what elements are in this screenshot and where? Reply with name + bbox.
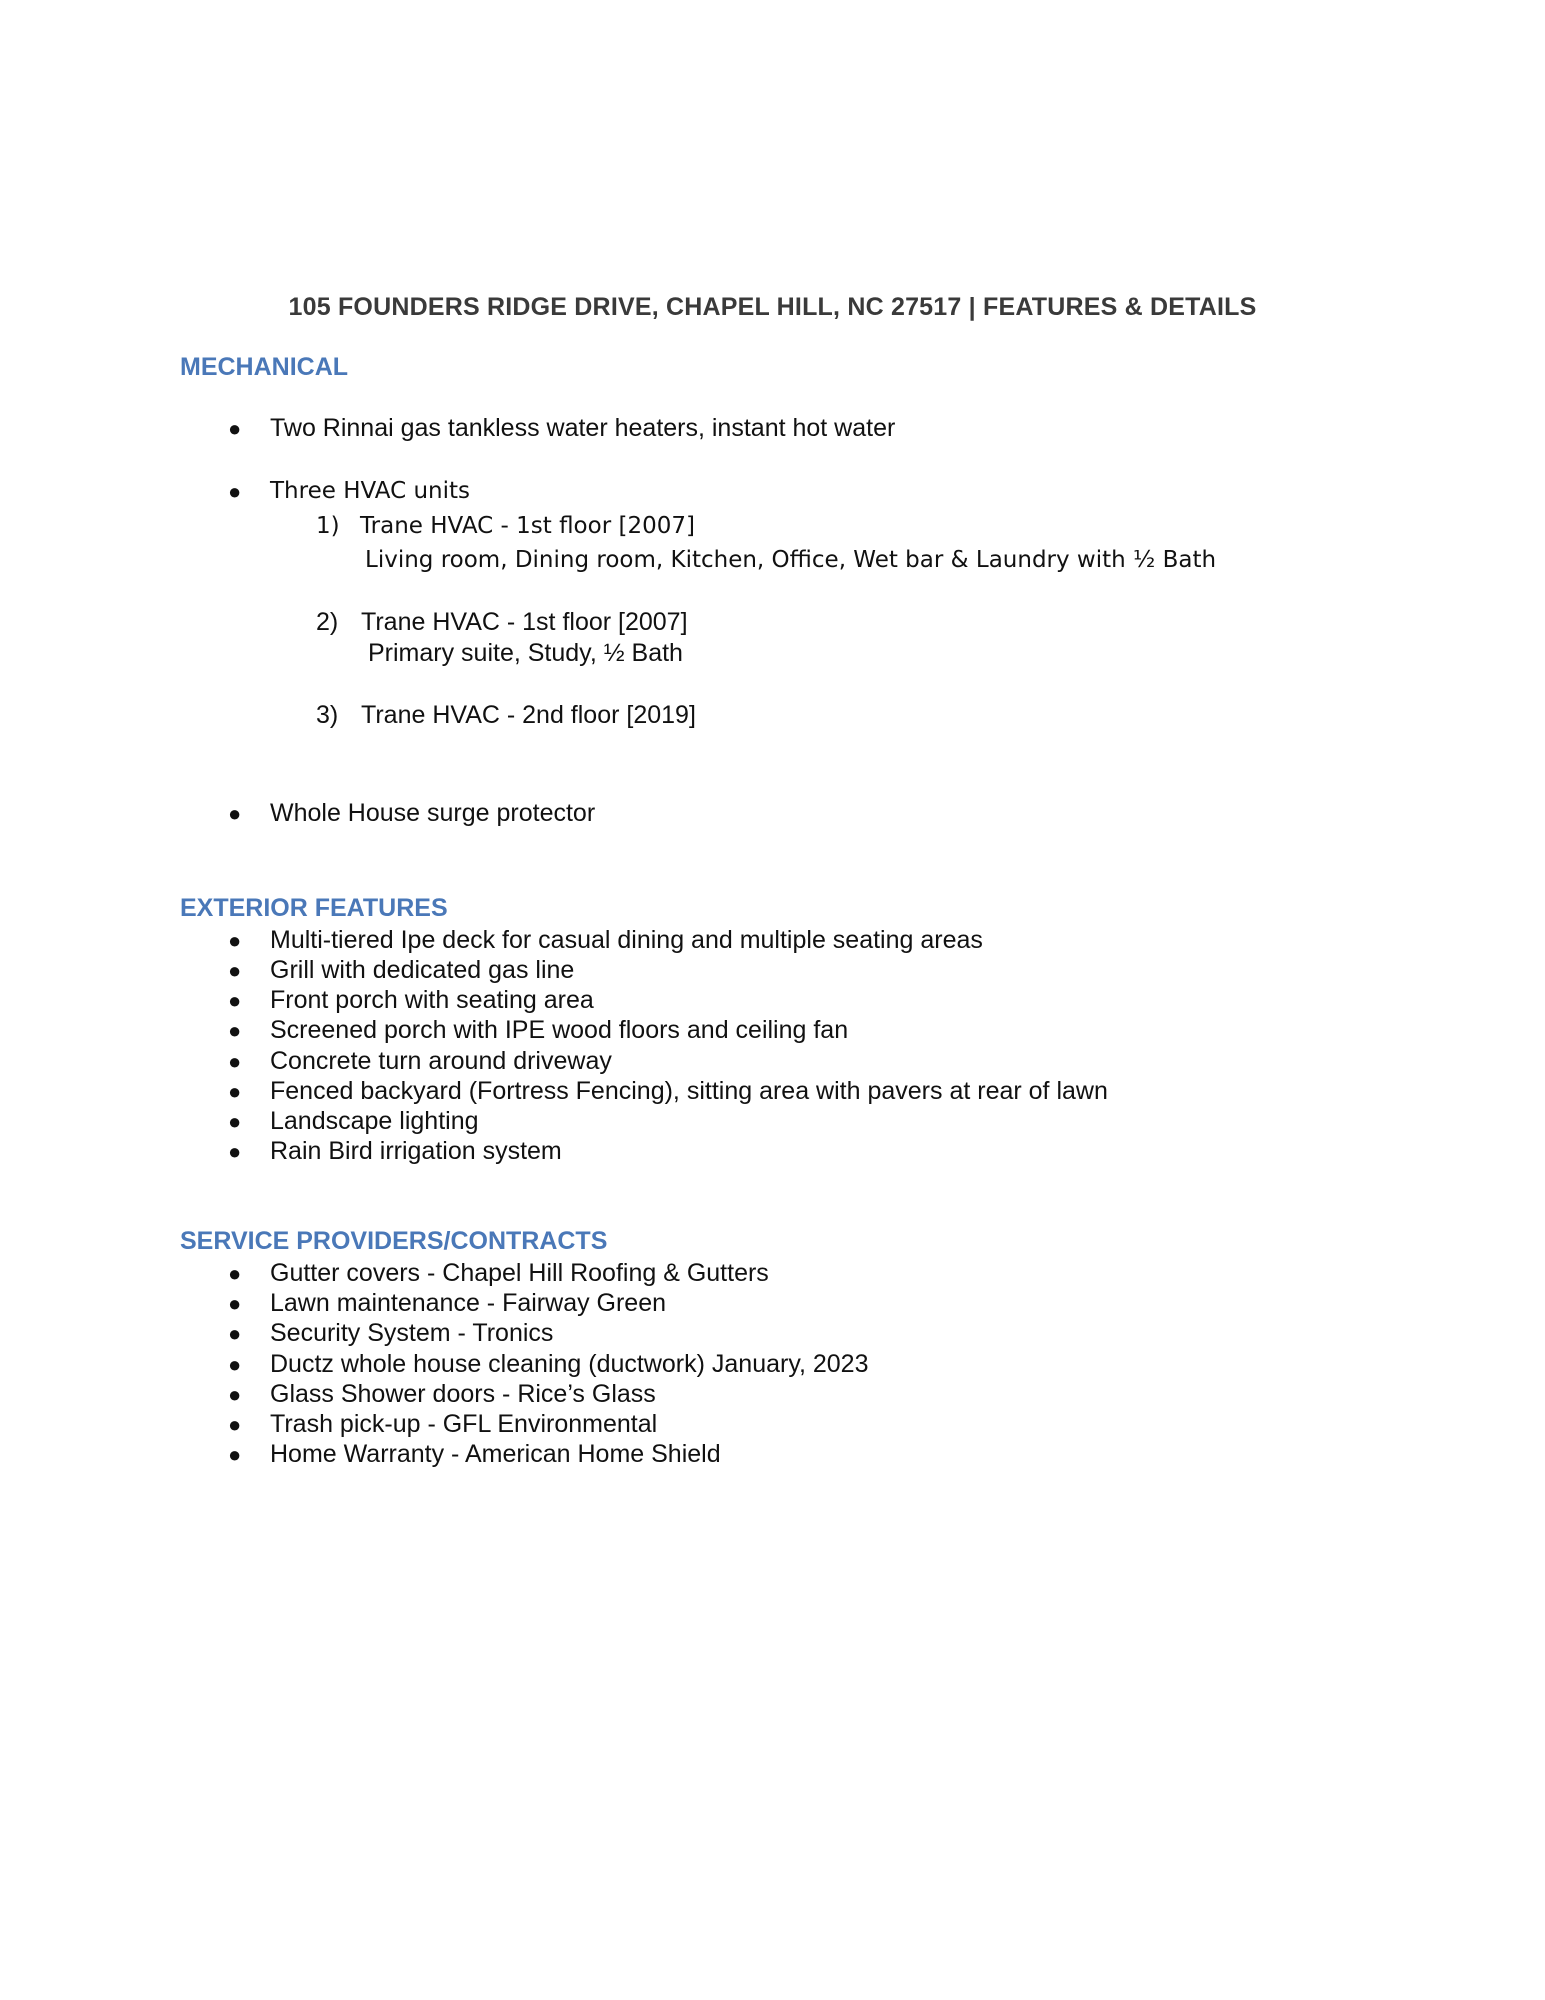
hvac-number: 3) <box>316 701 339 729</box>
list-item: Grill with dedicated gas line <box>270 956 575 984</box>
list-item: Rain Bird irrigation system <box>270 1137 562 1165</box>
list-item: Two Rinnai gas tankless water heaters, instant hot water <box>270 414 896 442</box>
bullet-icon: ● <box>228 1321 242 1346</box>
list-item: Ductz whole house cleaning (ductwork) January, 2023 <box>270 1350 869 1378</box>
bullet-icon: ● <box>228 928 242 953</box>
bullet-icon: ● <box>228 1109 242 1134</box>
hvac-line: Trane HVAC - 1st floor [2007] <box>360 513 695 539</box>
bullet-icon: ● <box>228 1352 242 1377</box>
list-item: Home Warranty - American Home Shield <box>270 1440 721 1468</box>
bullet-icon: ● <box>228 1079 242 1104</box>
hvac-number: 2) <box>316 608 339 636</box>
list-item: Trash pick-up - GFL Environmental <box>270 1410 658 1438</box>
bullet-icon: ● <box>228 801 242 826</box>
bullet-icon: ● <box>228 416 242 441</box>
list-item: Whole House surge protector <box>270 799 596 827</box>
list-item: Fenced backyard (Fortress Fencing), sitting area with pavers at rear of lawn <box>270 1077 1108 1105</box>
list-item: Screened porch with IPE wood floors and ceiling fan <box>270 1016 849 1044</box>
bullet-icon: ● <box>228 1291 242 1316</box>
hvac-line: Trane HVAC - 1st floor [2007] <box>361 608 688 636</box>
hvac-detail: Primary suite, Study, ½ Bath <box>368 639 683 667</box>
hvac-number: 1) <box>316 513 340 539</box>
section-heading-services: SERVICE PROVIDERS/CONTRACTS <box>180 1227 608 1255</box>
section-heading-exterior: EXTERIOR FEATURES <box>180 894 448 922</box>
bullet-icon: ● <box>228 1018 242 1043</box>
page-title: 105 FOUNDERS RIDGE DRIVE, CHAPEL HILL, NC 27517 | FEATURES & DETAILS <box>288 293 1257 321</box>
list-item: Gutter covers - Chapel Hill Roofing & Gutters <box>270 1259 769 1287</box>
hvac-detail: Living room, Dining room, Kitchen, Office, Wet bar & Laundry with ½ Bath <box>365 547 1217 573</box>
list-item: Front porch with seating area <box>270 986 594 1014</box>
section-heading-mechanical: MECHANICAL <box>180 353 349 381</box>
bullet-icon: ● <box>228 988 242 1013</box>
bullet-icon: ● <box>228 958 242 983</box>
bullet-icon: ● <box>228 1049 242 1074</box>
bullet-icon: ● <box>228 1412 242 1437</box>
list-item: Three HVAC units <box>270 478 470 504</box>
list-item: Landscape lighting <box>270 1107 479 1135</box>
bullet-icon: ● <box>228 1261 242 1286</box>
hvac-line: Trane HVAC - 2nd floor [2019] <box>361 701 696 729</box>
list-item: Glass Shower doors - Rice’s Glass <box>270 1380 656 1408</box>
list-item: Multi-tiered Ipe deck for casual dining and multiple seating areas <box>270 926 983 954</box>
bullet-icon: ● <box>228 1442 242 1467</box>
list-item: Lawn maintenance - Fairway Green <box>270 1289 667 1317</box>
bullet-icon: ● <box>228 1139 242 1164</box>
list-item: Security System - Tronics <box>270 1319 554 1347</box>
bullet-icon: ● <box>228 479 242 504</box>
list-item: Concrete turn around driveway <box>270 1047 612 1075</box>
bullet-icon: ● <box>228 1382 242 1407</box>
